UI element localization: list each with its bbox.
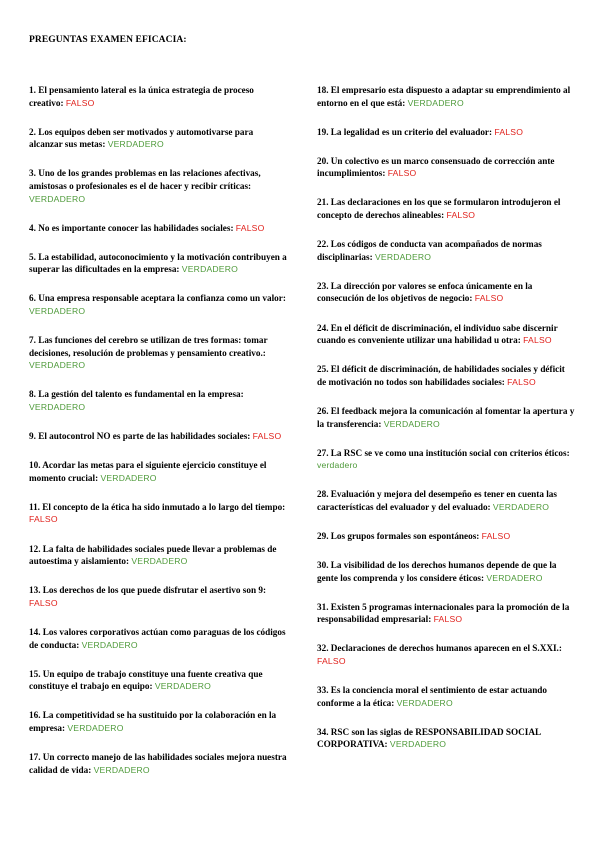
question-text: 3. Uno de los grandes problemas en las relaciones afectivas, amistosas o profesionales es el de hacer y recibir críticas: — [29, 168, 261, 191]
question-text: 5. La estabilidad, autoconocimiento y la motivación contribuyen a superar las dificultades en la empresa: — [29, 251, 287, 275]
question-item — [29, 668, 287, 693]
question-item — [29, 751, 287, 776]
question-text: 19. La legalidad es un criterio del evaluador: — [317, 126, 495, 137]
question-item — [317, 84, 575, 109]
answer-false: FALSO — [29, 514, 58, 525]
question-text: 4. No es importante conocer las habilidades sociales: — [29, 222, 236, 233]
questions-column-right — [317, 84, 575, 768]
question-item — [317, 684, 575, 709]
answer-true: VERDADERO — [131, 556, 188, 567]
question-text: 27. La RSC se ve como una institución social con criterios éticos: — [317, 447, 570, 458]
answer-true: VERDADERO — [107, 139, 164, 150]
answer-true: VERDADERO — [407, 97, 464, 108]
answer-true: VERDADERO — [81, 639, 138, 650]
answer-true: VERDADERO — [29, 306, 86, 317]
question-item — [317, 559, 575, 584]
questions-column-left — [29, 84, 287, 793]
question-text: 32. Declaraciones de derechos humanos aparecen en el S.XXI.: — [317, 643, 562, 654]
question-text: 34. RSC son las siglas de RESPONSABILIDAD SOCIAL CORPORATIVA: — [317, 726, 541, 750]
question-text: 9. El autocontrol NO es parte de las habilidades sociales: — [29, 431, 253, 442]
question-item — [29, 709, 287, 734]
answer-true: VERDADERO — [486, 572, 543, 583]
question-text: 1. El pensamiento lateral es la única estrategia de proceso creativo: — [29, 85, 254, 108]
answer-false: FALSO — [252, 431, 282, 442]
answer-false: FALSO — [494, 126, 524, 137]
answer-false: FALSO — [446, 210, 476, 221]
question-item — [317, 447, 575, 472]
question-item — [29, 584, 287, 609]
answer-false: FALSO — [235, 222, 265, 233]
question-text: 31. Existen 5 programas internacionales para la promoción de la responsabilidad empresarial: — [317, 601, 570, 625]
answer-false: FALSO — [507, 376, 536, 387]
question-item — [317, 126, 575, 139]
question-text: 13. Los derechos de los que puede disfrutar el asertivo son 9: — [29, 585, 267, 596]
answer-false: FALSO — [481, 530, 511, 541]
question-item — [29, 501, 287, 526]
answer-true: verdadero — [317, 460, 358, 471]
question-text: 17. Un correcto manejo de las habilidades sociales mejora nuestra calidad de vida: — [29, 752, 287, 775]
answer-true: VERDADERO — [389, 739, 447, 750]
question-text: 16. La competitividad se ha sustituido por la colaboración en la empresa: — [29, 710, 277, 733]
question-item — [317, 726, 575, 751]
question-item — [29, 430, 287, 443]
question-item — [29, 292, 287, 317]
question-item — [29, 251, 287, 276]
question-item — [29, 459, 287, 484]
answer-true: VERDADERO — [396, 697, 453, 708]
answer-true: VERDADERO — [374, 251, 432, 262]
answer-true: VERDADERO — [181, 264, 239, 275]
question-text: 29. Los grupos formales son espontáneos: — [317, 530, 482, 541]
answer-true: VERDADERO — [29, 402, 86, 412]
question-text: 18. El empresario esta dispuesto a adaptar su emprendimiento al entorno en el que está: — [317, 85, 571, 108]
answer-true: VERDADERO — [100, 472, 157, 483]
answer-false: FALSO — [474, 293, 504, 304]
question-text: 25. El déficit de discriminación, de habilidades sociales y déficit de motivación no todos son habilidades sociales: — [317, 364, 565, 387]
question-text: 12. La falta de habilidades sociales puede llevar a problemas de autoestima y aislamiento: — [29, 543, 277, 567]
question-item — [317, 322, 575, 347]
question-text: 33. Es la conciencia moral el sentimiento de estar actuando conforme a la ética: — [317, 685, 548, 708]
answer-false: FALSO — [433, 614, 463, 625]
question-item — [317, 280, 575, 305]
question-text: 26. El feedback mejora la comunicación al fomentar la apertura y la transferencia: — [317, 405, 575, 429]
question-text: 11. El concepto de la ética ha sido inmutado a lo largo del tiempo: — [29, 501, 286, 512]
question-item — [317, 530, 575, 543]
question-item — [29, 334, 287, 372]
question-text: 14. Los valores corporativos actúan como paraguas de los códigos de conducta: — [29, 626, 286, 650]
question-text: 10. Acordar las metas para el siguiente ejercicio constituye el momento crucial: — [29, 460, 267, 483]
answer-false: FALSO — [317, 656, 346, 667]
question-text: 28. Evaluación y mejora del desempeño es tener en cuenta las características del evaluador y del evaluado: — [317, 489, 557, 512]
question-text: 2. Los equipos deben ser motivados y automotivarse para alcanzar sus metas: — [29, 126, 254, 150]
answer-true: VERDADERO — [67, 722, 124, 733]
question-item — [317, 642, 575, 667]
question-text: 6. Una empresa responsable aceptara la confianza como un valor: — [29, 293, 286, 304]
answer-true: VERDADERO — [383, 418, 440, 429]
answer-false: FALSO — [65, 97, 95, 108]
answer-false: FALSO — [387, 168, 417, 179]
question-item — [29, 222, 287, 235]
question-text: 21. Las declaraciones en los que se formularon introdujeron el concepto de derechos alineables: — [317, 197, 561, 221]
question-item — [317, 488, 575, 513]
answer-true: VERDADERO — [29, 193, 86, 204]
question-item — [29, 626, 287, 651]
question-item — [29, 543, 287, 568]
question-item — [317, 601, 575, 626]
question-item — [29, 126, 287, 151]
question-text: 23. La dirección por valores se enfoca únicamente en la consecución de los objetivos de negocio: — [317, 280, 533, 304]
question-text: 15. Un equipo de trabajo constituye una fuente creativa que constituye el trabajo en equipo: — [29, 668, 263, 692]
question-item — [317, 238, 575, 263]
question-item — [29, 388, 287, 413]
question-item — [317, 155, 575, 180]
page-title: PREGUNTAS EXAMEN EFICACIA: — [29, 35, 187, 45]
question-item — [317, 363, 575, 388]
question-text: 22. Los códigos de conducta van acompañados de normas disciplinarias: — [317, 239, 542, 262]
question-text: 30. La visibilidad de los derechos humanos depende de que la gente los comprenda y los considere éticos: — [317, 560, 557, 583]
question-text: 24. En el déficit de discriminación, el individuo sabe discernir cuando es conveniente utilizar una habilidad u otra: — [317, 322, 558, 346]
answer-true: VERDADERO — [93, 764, 150, 775]
answer-true: VERDADERO — [29, 360, 86, 371]
question-text: 8. La gestión del talento es fundamental en la empresa: — [29, 389, 244, 400]
question-text: 20. Un colectivo es un marco consensuado de corrección ante incumplimientos: — [317, 155, 555, 179]
answer-true: VERDADERO — [492, 501, 550, 512]
answer-false: FALSO — [29, 597, 58, 608]
answer-true: VERDADERO — [154, 681, 212, 692]
question-item — [29, 167, 287, 205]
question-item — [317, 196, 575, 221]
question-text: 7. Las funciones del cerebro se utilizan de tres formas: tomar decisiones, resolución de problemas y pensamiento creativo.: — [29, 335, 268, 358]
question-item — [317, 405, 575, 430]
answer-false: FALSO — [523, 335, 552, 346]
question-item — [29, 84, 287, 109]
